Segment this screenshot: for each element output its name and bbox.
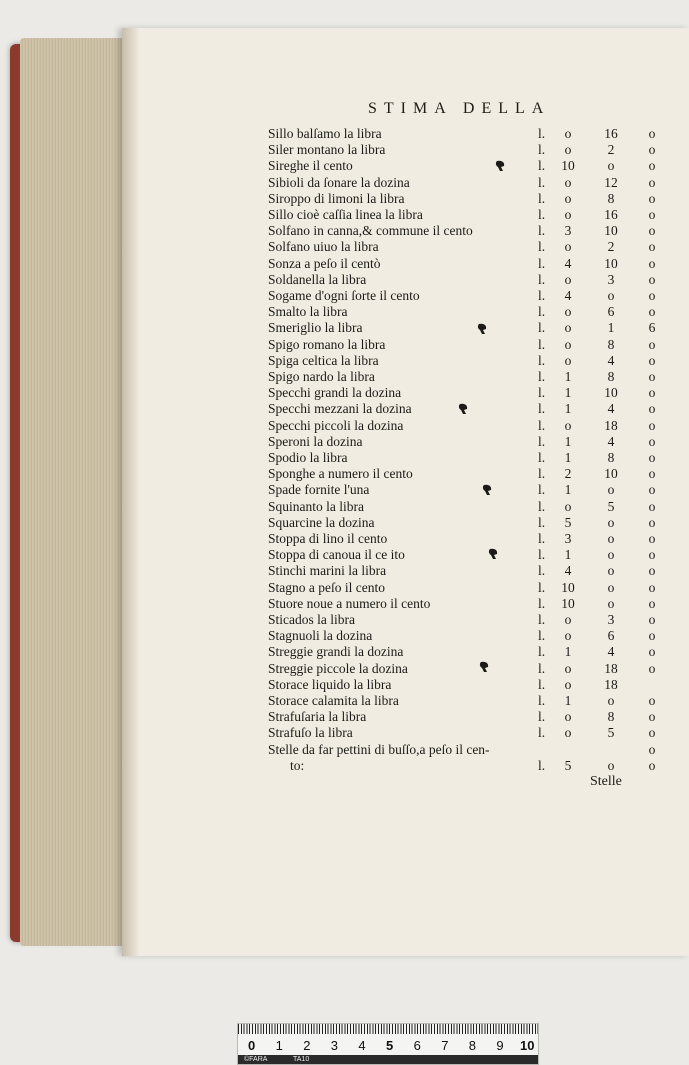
price-c2: 8 [607, 450, 615, 465]
price-c3: o [648, 612, 656, 627]
price-row [0, 320, 689, 336]
price-c2: 12 [604, 174, 618, 190]
price-c1: o [564, 142, 572, 158]
price-c1: 10 [561, 579, 575, 595]
price-c1: o [564, 725, 572, 741]
unit-mark: l. [538, 352, 546, 368]
price-c3: o [648, 433, 656, 449]
price-c1: o [564, 190, 572, 206]
price-row [0, 304, 689, 320]
unit-mark: l. [538, 207, 546, 222]
price-row [0, 515, 689, 531]
price-c3: o [648, 725, 656, 741]
ruler-number: 8 [468, 1038, 477, 1053]
unit-mark: l. [538, 190, 546, 206]
item-name: Solfano in canna,& commune il cento [268, 223, 473, 239]
price-c1: 2 [564, 466, 572, 482]
price-c1: 1 [564, 450, 572, 465]
price-c2: 6 [607, 628, 615, 644]
item-name: Strafuſo la libra [268, 725, 353, 741]
price-c2: 4 [607, 433, 615, 449]
price-c1: 1 [564, 369, 572, 384]
price-row [0, 256, 689, 272]
price-c3: o [648, 498, 656, 514]
price-c3: o [648, 595, 656, 611]
price-row [0, 337, 689, 353]
price-c2: o [607, 579, 615, 595]
price-row [0, 369, 689, 385]
ruler-number: 5 [386, 1038, 394, 1053]
item-name: Sireghe il cento [268, 158, 353, 174]
price-c3: o [648, 401, 656, 417]
manicule-ornament [458, 403, 470, 415]
price-c2: 4 [607, 644, 615, 660]
item-name: Sillo balſamo la libra [268, 126, 382, 141]
price-c2: 5 [607, 498, 615, 514]
catchword: Stelle [590, 774, 622, 789]
price-c3: o [648, 223, 656, 239]
price-c3: o [648, 385, 656, 401]
price-c1: o [564, 709, 572, 725]
item-name: Storace liquido la libra [268, 676, 392, 692]
item-name: Streggie grandi la dozina [268, 644, 404, 660]
item-name: Spigo nardo la libra [268, 369, 375, 384]
manicule-ornament [488, 548, 500, 560]
price-c2: 16 [604, 126, 618, 141]
price-c1: 1 [564, 433, 572, 449]
item-name: Stuore noue a numero il cento [268, 595, 431, 611]
item-name: Siroppo di limoni la libra [268, 190, 405, 206]
price-row [0, 547, 689, 563]
item-name: Solfano uiuo la libra [268, 239, 379, 255]
item-name: Storace calamita la libra [268, 693, 399, 708]
unit-mark: l. [538, 676, 546, 692]
ruler-number: 6 [413, 1038, 421, 1053]
item-name: Soldanella la libra [268, 271, 367, 287]
price-c1: 3 [564, 223, 572, 239]
price-c3: o [648, 450, 656, 465]
price-c1: o [564, 320, 572, 336]
item-name: Spade fornite l'una [268, 482, 370, 498]
price-c3: o [648, 693, 656, 708]
item-name: Sibioli da ſonare la dozina [268, 174, 410, 190]
price-row [0, 628, 689, 644]
scale-ruler [237, 1023, 539, 1065]
price-c3: o [648, 369, 656, 384]
price-c3: o [648, 531, 656, 546]
price-row [0, 239, 689, 255]
item-name: Siler montano la libra [268, 142, 386, 158]
unit-mark: l. [538, 271, 546, 287]
price-row [0, 466, 689, 482]
page-header: STIMA DELLA [368, 100, 551, 117]
unit-mark: l. [538, 336, 546, 352]
ruler-number: 1 [275, 1038, 283, 1053]
price-c3: o [648, 142, 656, 158]
unit-mark: l. [538, 385, 546, 401]
item-name: Sillo cioè caſſia linea la libra [268, 207, 423, 222]
ruler-number: 4 [358, 1038, 366, 1053]
item-name: Speroni la dozina [268, 433, 363, 449]
item-name: to: [290, 757, 305, 773]
unit-mark: l. [538, 563, 546, 579]
manicule-ornament [479, 661, 491, 673]
unit-mark: l. [538, 450, 546, 465]
price-c3: o [648, 255, 656, 271]
unit-mark: l. [538, 466, 546, 482]
price-row [0, 142, 689, 158]
price-row [0, 401, 689, 417]
item-name: Sogame d'ogni ſorte il cento [268, 288, 420, 303]
price-row [0, 288, 689, 304]
manicule-ornament [495, 160, 507, 172]
price-c3: o [648, 514, 656, 530]
price-c3: o [648, 336, 656, 352]
price-row [0, 385, 689, 401]
item-name: Sonza a peſo il centò [268, 255, 381, 271]
price-c2: 1 [607, 320, 615, 336]
item-name: Smalto la libra [268, 304, 348, 320]
price-c3: o [648, 482, 656, 498]
price-row [0, 709, 689, 725]
price-c1: 4 [564, 255, 572, 271]
unit-mark: l. [538, 531, 546, 546]
price-c3: o [648, 304, 656, 320]
unit-mark: l. [538, 288, 546, 303]
unit-mark: l. [538, 612, 546, 627]
price-c2: o [607, 547, 615, 563]
price-c1: 1 [564, 401, 572, 417]
ruler-number: 2 [303, 1038, 311, 1053]
price-row [0, 434, 689, 450]
price-c1: o [564, 612, 572, 627]
price-c3: o [648, 466, 656, 482]
price-c3: o [648, 288, 656, 303]
price-c1: o [564, 239, 572, 255]
price-c1: 4 [564, 288, 572, 303]
price-c1: o [564, 628, 572, 644]
item-name: Stoppa di canoua il ce ito [268, 547, 405, 563]
price-c1: 10 [561, 595, 575, 611]
unit-mark: l. [538, 547, 546, 563]
unit-mark: l. [538, 369, 546, 384]
price-row [0, 612, 689, 628]
price-c2: o [607, 482, 615, 498]
item-name: Squinanto la libra [268, 498, 364, 514]
price-c2: 8 [607, 190, 615, 206]
price-c2: o [607, 514, 615, 530]
price-c2: o [607, 693, 615, 708]
price-row [0, 563, 689, 579]
price-c1: o [564, 207, 572, 222]
manicule-ornament [482, 484, 494, 496]
unit-mark: l. [538, 660, 546, 676]
unit-mark: l. [538, 239, 546, 255]
price-c1: 10 [561, 158, 575, 174]
unit-mark: l. [538, 401, 546, 417]
item-name: Specchi piccoli la dozina [268, 417, 404, 433]
price-c3: o [648, 207, 656, 222]
price-c3: o [648, 644, 656, 660]
price-c1: 1 [564, 693, 572, 708]
price-c2: 4 [607, 401, 615, 417]
price-c2: 8 [607, 336, 615, 352]
unit-mark: l. [538, 595, 546, 611]
item-name: Stagnuoli la dozina [268, 628, 373, 644]
price-c2: 10 [604, 255, 618, 271]
price-c2: o [607, 158, 615, 174]
unit-mark: l. [538, 498, 546, 514]
ruler-ticks [238, 1024, 538, 1034]
unit-mark: l. [538, 304, 546, 320]
price-row [0, 272, 689, 288]
price-c2: 18 [604, 660, 618, 676]
price-c2: o [607, 531, 615, 546]
unit-mark: l. [538, 709, 546, 725]
price-row [0, 580, 689, 596]
price-c2: o [607, 595, 615, 611]
price-c1: 4 [564, 563, 572, 579]
item-name: Stinchi marini la libra [268, 563, 387, 579]
item-name: Stelle da far pettini di buſſo,a peſo il cen- [268, 741, 490, 757]
price-c2: 3 [607, 271, 615, 287]
price-c1: o [564, 336, 572, 352]
price-row [0, 418, 689, 434]
unit-mark: l. [538, 514, 546, 530]
unit-mark: l. [538, 757, 546, 773]
price-c3: o [648, 579, 656, 595]
price-c2: 2 [607, 239, 615, 255]
price-c2: 18 [604, 417, 618, 433]
price-row [0, 596, 689, 612]
item-name: Smeriglio la libra [268, 320, 363, 336]
unit-mark: l. [538, 433, 546, 449]
price-row [0, 693, 689, 709]
price-c3: o [648, 709, 656, 725]
price-c3: 6 [648, 320, 656, 336]
price-c2: 10 [604, 223, 618, 239]
unit-mark: l. [538, 142, 546, 158]
unit-mark: l. [538, 417, 546, 433]
unit-mark: l. [538, 223, 546, 239]
price-c2: 5 [607, 725, 615, 741]
price-row [0, 499, 689, 515]
price-c3: o [648, 757, 656, 773]
price-c1: o [564, 174, 572, 190]
price-row [0, 223, 689, 239]
ruler-number: 10 [520, 1038, 535, 1053]
unit-mark: l. [538, 628, 546, 644]
price-c1: 5 [564, 514, 572, 530]
price-row [0, 531, 689, 547]
price-row [0, 482, 689, 498]
price-row [0, 677, 689, 693]
price-c3: o [648, 158, 656, 174]
unit-mark: l. [538, 126, 546, 141]
price-c1: o [564, 498, 572, 514]
item-name: Spiga celtica la libra [268, 352, 379, 368]
ruler-brand: ©FARA [244, 1056, 268, 1063]
price-row [0, 644, 689, 660]
price-c3: o [648, 352, 656, 368]
item-name: Streggie piccole la dozina [268, 660, 408, 676]
price-c1: o [564, 304, 572, 320]
price-c2: 4 [607, 352, 615, 368]
price-c2: o [607, 563, 615, 579]
price-c1: o [564, 660, 572, 676]
item-name: Spodio la libra [268, 450, 348, 465]
price-c2: 16 [604, 207, 618, 222]
price-row [0, 742, 689, 758]
item-name: Sticados la libra [268, 612, 355, 627]
unit-mark: l. [538, 579, 546, 595]
price-c3: o [648, 126, 656, 141]
price-row [0, 191, 689, 207]
price-c3: o [648, 271, 656, 287]
price-c2: o [607, 288, 615, 303]
unit-mark: l. [538, 320, 546, 336]
price-c3: o [648, 563, 656, 579]
price-row [0, 158, 689, 174]
ruler-number: 0 [248, 1038, 256, 1053]
price-c3: o [648, 417, 656, 433]
unit-mark: l. [538, 693, 546, 708]
item-name: Spigo romano la libra [268, 336, 386, 352]
item-name: Specchi mezzani la dozina [268, 401, 412, 417]
price-c3: o [648, 741, 656, 757]
price-c3: o [648, 190, 656, 206]
unit-mark: l. [538, 644, 546, 660]
item-name: Specchi grandi la dozina [268, 385, 402, 401]
price-c1: 3 [564, 531, 572, 546]
item-name: Squarcine la dozina [268, 514, 375, 530]
price-c3: o [648, 547, 656, 563]
price-c1: 1 [564, 385, 572, 401]
price-row [0, 661, 689, 677]
item-name: Sponghe a numero il cento [268, 466, 413, 482]
price-row [0, 207, 689, 223]
price-c2: 3 [607, 612, 615, 627]
item-name: Strafuſaria la libra [268, 709, 367, 725]
price-c1: o [564, 676, 572, 692]
price-c1: 1 [564, 547, 572, 563]
price-c2: 10 [604, 385, 618, 401]
price-row [0, 126, 689, 142]
item-name: Stoppa di lino il cento [268, 531, 388, 546]
price-c2: 6 [607, 304, 615, 320]
ruler-number: 3 [330, 1038, 339, 1053]
price-c3: o [648, 628, 656, 644]
price-row [0, 450, 689, 466]
price-c2: 8 [607, 709, 615, 725]
ruler-code: TA10 [293, 1056, 310, 1063]
ruler-number: 9 [496, 1038, 504, 1053]
price-c1: 1 [564, 482, 572, 498]
ruler-number: 7 [441, 1038, 449, 1053]
price-c1: 1 [564, 644, 572, 660]
unit-mark: l. [538, 255, 546, 271]
price-c2: o [607, 757, 615, 773]
price-c2: 18 [604, 676, 618, 692]
price-c1: o [564, 352, 572, 368]
item-name: Stagno a peſo il cento [268, 579, 385, 595]
price-c2: 10 [604, 466, 618, 482]
price-c3: o [648, 660, 656, 676]
price-c1: o [564, 126, 572, 141]
price-row [0, 175, 689, 191]
price-row [0, 725, 689, 741]
price-c3: o [648, 174, 656, 190]
price-c2: 2 [607, 142, 615, 158]
price-c3: o [648, 239, 656, 255]
price-c1: o [564, 417, 572, 433]
unit-mark: l. [538, 158, 546, 174]
unit-mark: l. [538, 725, 546, 741]
price-row [0, 758, 689, 774]
price-c1: 5 [564, 757, 572, 773]
price-row [0, 353, 689, 369]
unit-mark: l. [538, 174, 546, 190]
manicule-ornament [477, 323, 489, 335]
price-c1: o [564, 271, 572, 287]
price-c2: 8 [607, 369, 615, 384]
unit-mark: l. [538, 482, 546, 498]
